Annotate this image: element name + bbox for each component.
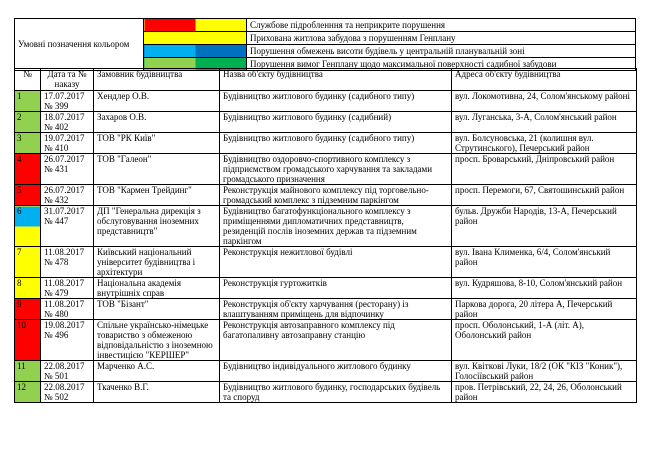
table-row [15, 154, 637, 185]
row-object: Будівництво індивідуального житлового будинку [220, 361, 452, 382]
row-date: 26.07.2017 № 432 [41, 185, 94, 206]
orders-table [14, 68, 637, 403]
row-number: 12 [15, 382, 41, 403]
row-number: 1 [15, 91, 41, 112]
row-customer: ТОВ "Бізант" [94, 299, 220, 320]
row-customer: Київський національний університет будівництва і архітектури [94, 247, 220, 278]
header-num: № [15, 69, 41, 91]
row-customer: ДП "Генеральна дирекція з обслуговування іноземних представництв" [94, 206, 220, 247]
row-object: Реконструкція об'єкту харчування (ресторану) із влаштуванням приміщень для відпочинку [220, 299, 452, 320]
table-row [15, 206, 637, 247]
row-object: Будівництво багатофункціонального комплексу з приміщеннями дипломатичних представництв, резиденцій послів іноземних держав та підземним паркінгом [220, 206, 452, 247]
row-address: просп. Оболонський, 1-А (літ. А), Оболонський район [452, 320, 637, 361]
legend-table [14, 18, 636, 71]
table-row [15, 247, 637, 278]
row-date: 11.08.2017 № 479 [41, 278, 94, 299]
row-date: 22.08.2017 № 502 [41, 382, 94, 403]
legend-swatch-yellow [144, 32, 247, 45]
row-date: 18.07.2017 № 402 [41, 112, 94, 133]
row-customer: Ткаченко В.Г. [94, 382, 220, 403]
table-row [15, 320, 637, 361]
row-number: 2 [15, 112, 41, 133]
legend-swatch-red-yellow [144, 19, 247, 32]
row-object: Будівництво житлового будинку, господарських будівель та споруд [220, 382, 452, 403]
row-object: Будівництво житлового будинку (садибного типу) [220, 133, 452, 154]
row-customer: ТОВ "РК Київ" [94, 133, 220, 154]
row-object: Реконструкція автозаправного комплексу під багатопаливну автозаправну станцію [220, 320, 452, 361]
row-customer: Захаров О.В. [94, 112, 220, 133]
table-row [15, 299, 637, 320]
row-customer: ТОВ "Кармен Трейдинг" [94, 185, 220, 206]
row-number: 5 [15, 185, 41, 206]
row-object: Реконструкція гуртожитків [220, 278, 452, 299]
row-customer: Спільне українсько-німецьке товариство з обмеженою відповідальністю з іноземною інвестицією "КЕРШЕР" [94, 320, 220, 361]
row-date: 11.08.2017 № 480 [41, 299, 94, 320]
row-address: вул. Івана Клименка, 6/4, Солом'янський район [452, 247, 637, 278]
row-date: 31.07.2017 № 447 [41, 206, 94, 247]
row-date: 22.08.2017 № 501 [41, 361, 94, 382]
legend-text: Прихована житлова забудова з порушенням Генплану [247, 32, 636, 45]
table-row [15, 112, 637, 133]
row-date: 26.07.2017 № 431 [41, 154, 94, 185]
row-address: пров. Петрівський, 22, 24, 26, Оболонський район [452, 382, 637, 403]
row-number: 3 [15, 133, 41, 154]
table-row [15, 382, 637, 403]
row-number: 9 [15, 299, 41, 320]
header-object: Назва об'єкту будівництва [220, 69, 452, 91]
row-date: 11.08.2017 № 478 [41, 247, 94, 278]
header-customer: Замовник будівництва [94, 69, 220, 91]
row-address: бульв. Дружби Народів, 13-А, Печерський район [452, 206, 637, 247]
row-customer: ТОВ "Галеон" [94, 154, 220, 185]
row-number: 10 [15, 320, 41, 361]
row-number: 6 [15, 206, 41, 247]
row-address: просп. Броварський, Дніпровський район [452, 154, 637, 185]
row-object: Будівництво оздоровчо-спортивного комплексу з підприємством громадського харчування та закладами громадського призначення [220, 154, 452, 185]
row-address: Паркова дорога, 20 літера А, Печерський район [452, 299, 637, 320]
row-address: вул. Локомотивна, 24, Солом'янському районі [452, 91, 637, 112]
row-customer: Хендлер О.В. [94, 91, 220, 112]
legend-swatch-blue [144, 45, 247, 58]
row-address: вул. Луганська, 3-А, Солом'янський район [452, 112, 637, 133]
row-date: 17.07.2017 № 399 [41, 91, 94, 112]
row-date: 19.07.2017 № 410 [41, 133, 94, 154]
row-object: Реконструкція нежитлової будівлі [220, 247, 452, 278]
legend-label: Умовні позначення кольором [15, 19, 144, 71]
table-row [15, 133, 637, 154]
legend-text: Порушення вимог Генплану щодо максимальної поверхності садибної забудови [247, 58, 636, 71]
row-object: Будівництво житлового будинку (садибного типу) [220, 91, 452, 112]
row-customer: Марченко А.С. [94, 361, 220, 382]
legend-text: Службове підробленння та неприкрите порушення [247, 19, 636, 32]
table-row [15, 185, 637, 206]
row-address: вул. Кудряшова, 8-10, Солом'янський район [452, 278, 637, 299]
table-row [15, 361, 637, 382]
row-number: 4 [15, 154, 41, 185]
row-object: Будівництво житлового будинку (садибний) [220, 112, 452, 133]
row-number: 11 [15, 361, 41, 382]
row-customer: Національна академія внутрішніх справ [94, 278, 220, 299]
row-address: вул. Болсуновська, 21 (колишня вул. Струтинського), Печерський район [452, 133, 637, 154]
row-address: просп. Перемоги, 67, Святошинський район [452, 185, 637, 206]
header-address: Адреса об'єкту будівництва [452, 69, 637, 91]
table-row [15, 278, 637, 299]
table-row [15, 91, 637, 112]
row-address: вул. Квіткові Луки, 18/2 (ОК "КІЗ "Коник"), Голосіївський район [452, 361, 637, 382]
header-date: Дата та № наказу [41, 69, 94, 91]
legend-text: Порушення обмежень висоти будівель у центральній планувальній зоні [247, 45, 636, 58]
row-number: 7 [15, 247, 41, 278]
row-date: 19.08.2017 № 496 [41, 320, 94, 361]
row-object: Реконструкція майнового комплексу під торговельно-громадський комплекс з підземним паркінгом [220, 185, 452, 206]
row-number: 8 [15, 278, 41, 299]
